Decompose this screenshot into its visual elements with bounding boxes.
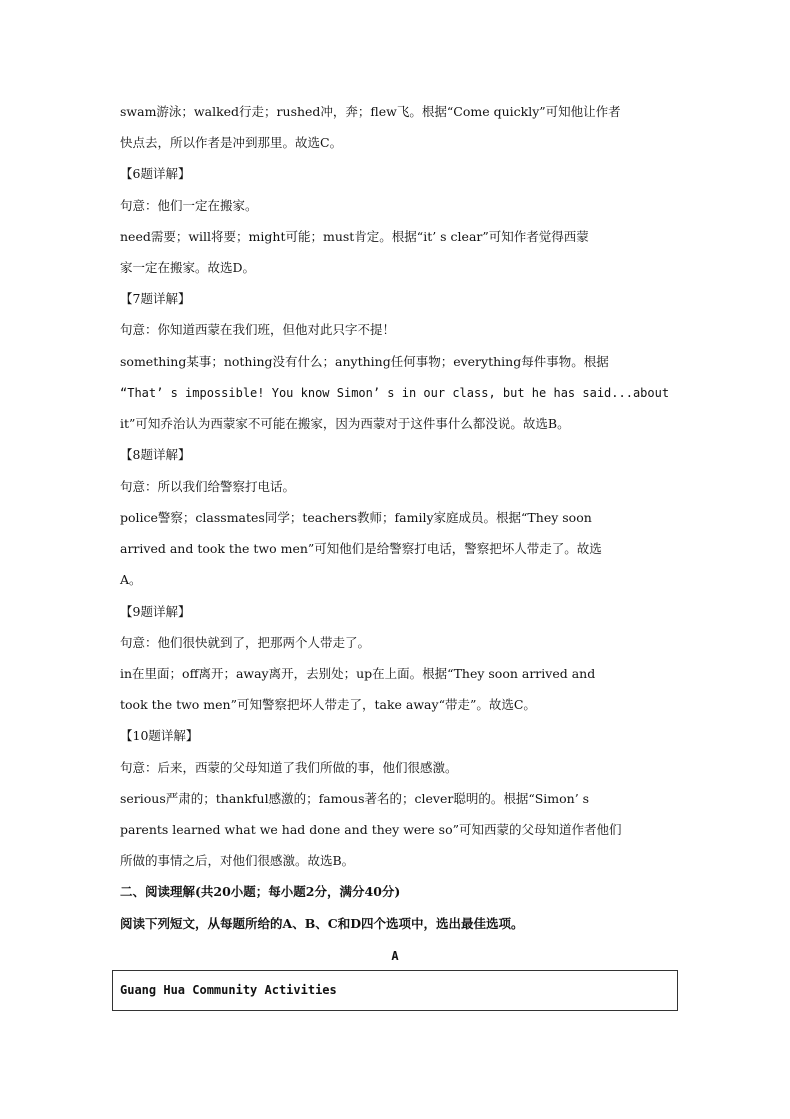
- question-heading: 【9题详解】: [120, 604, 191, 619]
- activities-table: [112, 970, 678, 1011]
- text-line: 句意：他们很快就到了，把那两个人带走了。: [120, 635, 371, 650]
- question-heading: 【10题详解】: [120, 728, 199, 743]
- text-line: A。: [120, 572, 142, 587]
- text-line: need需要；will将要；might可能；must肯定。根据“it’ s clear”可知作者觉得西蒙: [120, 229, 589, 244]
- instruction-text: 阅读下列短文，从每题所给的A、B、C和D四个选项中，选出最佳选项。: [120, 916, 524, 931]
- text-line: in在里面；off离开；away离开，去别处；up在上面。根据“They soon arrived and: [120, 666, 596, 681]
- text-line: it”可知乔治认为西蒙家不可能在搬家，因为西蒙对于这件事什么都没说。故选B。: [120, 416, 570, 431]
- text-line: 句意：他们一定在搬家。: [120, 198, 258, 213]
- text-line: serious严肃的；thankful感激的；famous著名的；clever聪明的。根据“Simon’ s: [120, 791, 590, 806]
- table-title: Guang Hua Community Activities: [120, 983, 337, 997]
- question-heading: 【6题详解】: [120, 166, 191, 181]
- text-line: “That’ s impossible! You know Simon’ s in our class, but he has said...about: [120, 386, 670, 400]
- text-line: 家一定在搬家。故选D。: [120, 260, 256, 275]
- text-line: 句意：你知道西蒙在我们班，但他对此只字不提！: [120, 322, 396, 337]
- text-line: parents learned what we had done and they were so”可知西蒙的父母知道作者他们: [120, 822, 622, 837]
- question-heading: 【8题详解】: [120, 447, 191, 462]
- text-line: 快点去，所以作者是冲到那里。故选C。: [120, 135, 343, 150]
- text-line: 所做的事情之后，对他们很感激。故选B。: [120, 853, 355, 868]
- text-line: 句意：所以我们给警察打电话。: [120, 479, 296, 494]
- text-line: 句意：后来，西蒙的父母知道了我们所做的事，他们很感激。: [120, 760, 458, 775]
- question-heading: 【7题详解】: [120, 291, 191, 306]
- text-line: took the two men”可知警察把坏人带走了，take away“带走”。故选C。: [120, 697, 536, 712]
- passage-label: A: [391, 949, 399, 963]
- text-line: something某事；nothing没有什么；anything任何事物；everything每件事物。根据: [120, 354, 609, 369]
- section-heading: 二、阅读理解(共20小题；每小题2分，满分40分): [120, 884, 401, 899]
- text-line: police警察；classmates同学；teachers教师；family家庭成员。根据“They soon: [120, 510, 592, 525]
- text-line: arrived and took the two men”可知他们是给警察打电话，警察把坏人带走了。故选: [120, 541, 602, 556]
- text-line: swam游泳；walked行走；rushed冲，奔；flew飞。根据“Come quickly”可知他让作者: [120, 104, 621, 119]
